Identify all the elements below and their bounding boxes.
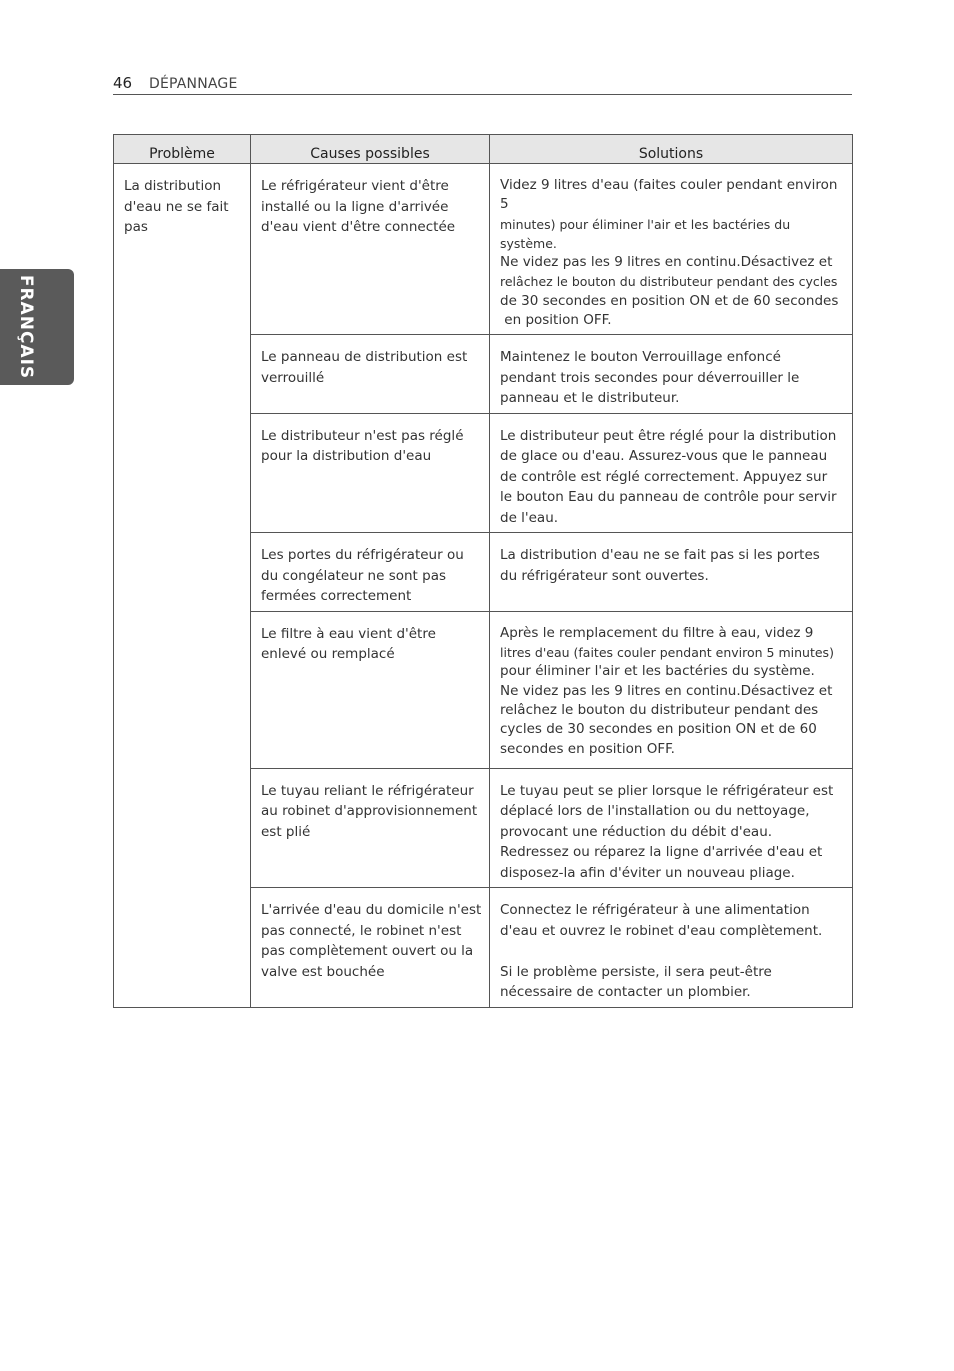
solution-line: La distribution d'eau ne se fait pas si les portes: [500, 547, 820, 564]
solution-line: Maintenez le bouton Verrouillage enfoncé: [500, 349, 781, 366]
solution-line: [500, 941, 848, 962]
table-header-row: [114, 135, 853, 164]
solution-line: Ne videz pas les 9 litres en continu.Désactivez et: [500, 682, 833, 699]
language-tab: [0, 269, 74, 385]
solution-line: litres d'eau (faites couler pendant environ 5 minutes): [500, 645, 834, 661]
solution-line: Le distributeur peut être réglé pour la distribution: [500, 427, 837, 444]
solution-line: déplacé lors de l'installation ou du nettoyage,: [500, 803, 810, 820]
solution-line: Connectez le réfrigérateur à une alimentation: [500, 902, 810, 919]
solution-line: nécessaire de contacter un plombier.: [500, 984, 751, 1001]
solution-line: Ne videz pas les 9 litres en continu.Désactivez et: [500, 254, 833, 271]
solution-line: secondes en position OFF.: [500, 740, 675, 757]
solution-line: panneau et le distributeur.: [500, 390, 680, 407]
solution-line: pendant trois secondes pour déverrouiller le: [500, 369, 800, 386]
solution-line: minutes) pour éliminer l'air et les bactéries du système.: [500, 216, 791, 251]
solution-line: du réfrigérateur sont ouvertes.: [500, 567, 709, 584]
solution-line: disposez-la afin d'éviter un nouveau pliage.: [500, 864, 795, 881]
solution-line: d'eau et ouvrez le robinet d'eau complètement.: [500, 922, 823, 939]
solution-cell: [490, 533, 853, 612]
solution-line: cycles de 30 secondes en position ON et de 60: [500, 721, 817, 738]
cause-cell: Le filtre à eau vient d'être enlevé ou remplacé: [251, 611, 490, 768]
solution-line: de contrôle est réglé correctement. Appuyez sur: [500, 468, 828, 485]
solution-line: en position OFF.: [500, 312, 612, 329]
solution-line: de glace ou d'eau. Assurez-vous que le panneau: [500, 448, 828, 465]
solution-cell: [490, 413, 853, 533]
page-number: 46: [113, 74, 133, 92]
solution-cell: [490, 768, 853, 888]
solution-line: Videz 9 litres d'eau (faites couler pendant environ 5: [500, 177, 838, 213]
solution-line: Si le problème persiste, il sera peut-être: [500, 963, 772, 980]
solution-line: de l'eau.: [500, 509, 559, 526]
solution-line: relâchez le bouton du distributeur pendant des cycles: [500, 274, 838, 290]
page-header: [113, 73, 852, 95]
cause-cell: Le réfrigérateur vient d'être installé ou la ligne d'arrivée d'eau vient d'être connectée: [251, 164, 490, 335]
solution-cell: [490, 888, 853, 1008]
header-causes: Causes possibles: [251, 135, 490, 164]
solution-line: de 30 secondes en position ON et de 60 secondes: [500, 292, 839, 309]
cause-cell: L'arrivée d'eau du domicile n'est pas connecté, le robinet n'est pas complètement ouvert ou la valve est bouchée: [251, 888, 490, 1008]
cause-cell: Le panneau de distribution est verrouillé: [251, 335, 490, 414]
header-problem: Problème: [114, 135, 251, 164]
cause-cell: Le distributeur n'est pas réglé pour la distribution d'eau: [251, 413, 490, 533]
solution-line: Redressez ou réparez la ligne d'arrivée d'eau et: [500, 844, 823, 861]
solution-cell: [490, 335, 853, 414]
solution-line: pour éliminer l'air et les bactéries du système.: [500, 663, 815, 680]
section-title: DÉPANNAGE: [149, 76, 238, 92]
cause-cell: Les portes du réfrigérateur ou du congélateur ne sont pas fermées correctement: [251, 533, 490, 612]
solution-cell: [490, 164, 853, 335]
table-row: [114, 164, 853, 335]
problem-cell: La distribution d'eau ne se fait pas: [114, 164, 251, 1008]
solution-line: relâchez le bouton du distributeur pendant des: [500, 702, 819, 719]
troubleshooting-table: [113, 134, 853, 1008]
solution-line: provocant une réduction du débit d'eau.: [500, 823, 773, 840]
solution-line: Après le remplacement du filtre à eau, videz 9: [500, 624, 814, 641]
header-solutions: Solutions: [490, 135, 853, 164]
cause-cell: Le tuyau reliant le réfrigérateur au robinet d'approvisionnement est plié: [251, 768, 490, 888]
solution-cell: [490, 611, 853, 768]
language-tab-label: FRANÇAIS: [16, 274, 36, 380]
solution-line: le bouton Eau du panneau de contrôle pour servir: [500, 489, 837, 506]
solution-line: Le tuyau peut se plier lorsque le réfrigérateur est: [500, 782, 834, 799]
